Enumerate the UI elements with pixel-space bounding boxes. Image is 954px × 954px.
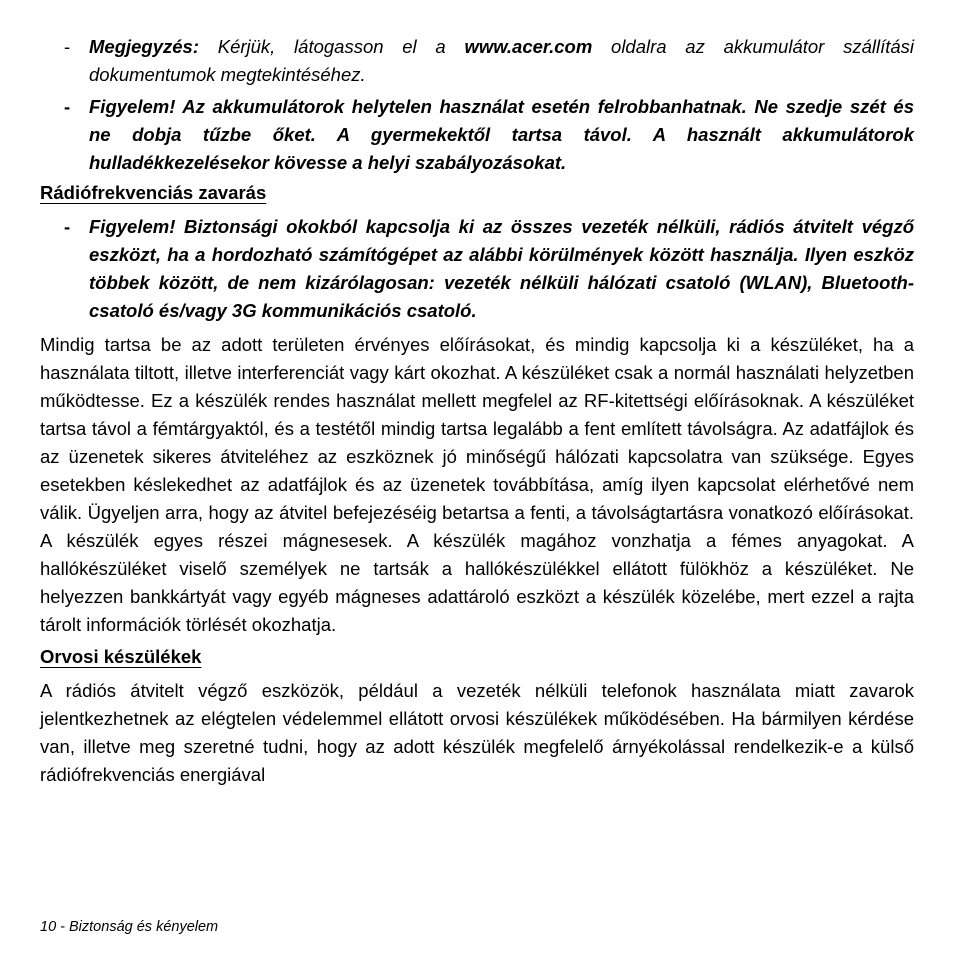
document-page bbox=[40, 33, 914, 789]
note-text-after: oldalra az akkumulátor szállítási dokumentumok megtekintéséhez. bbox=[89, 36, 915, 85]
note-text-before: Kérjük, látogasson el a bbox=[199, 36, 465, 57]
battery-warning-text: Figyelem! Az akkumulátorok helytelen használat esetén felrobbanhatnak. Ne szedje szét és ne dobja tűzbe őket. A gyermekektől tartsa távol. A használt akkumulátorok hulladékkezelésekor kövesse a helyi szabályozásokat. bbox=[89, 96, 914, 173]
wireless-warning-bullet bbox=[40, 213, 914, 325]
medical-section-paragraph: A rádiós átvitelt végző eszközök, például a vezeték nélküli telefonok használata miatt zavarok jelentkezhetnek az elégtelen védelemmel ellátott orvosi készülékek működésében. Ha bármilyen kérdése van, illetve meg szeretné tudni, hogy az adott készülék megfelelő árnyékolással rendelkezik-e a külső rádiófrekvenciás energiával bbox=[40, 680, 914, 785]
bullet-dash: - bbox=[64, 96, 71, 117]
medical-section-heading-wrap bbox=[40, 645, 914, 669]
note-bullet bbox=[40, 33, 914, 89]
page-footer: 10 - Biztonság és kényelem bbox=[40, 919, 219, 935]
radio-section-heading: Rádiófrekvenciás zavarás bbox=[40, 182, 267, 203]
wireless-warning-text: Figyelem! Biztonsági okokból kapcsolja ki az összes vezeték nélküli, rádiós átvitelt végző eszközt, ha a hordozható számítógépet az alábbi körülmények között használja. Ilyen eszköz többek között, de nem kizárólagosan: vezeték nélküli hálózati csatoló (WLAN), Bluetooth-csatoló és/vagy 3G kommunikációs csatoló. bbox=[89, 216, 914, 321]
radio-section-heading-wrap bbox=[40, 181, 914, 205]
battery-warning-bullet bbox=[40, 93, 914, 177]
acer-website-link: www.acer.com bbox=[464, 36, 593, 57]
radio-section-paragraph: Mindig tartsa be az adott területen érvényes előírásokat, és mindig kapcsolja ki a készüléket, ha a használata tiltott, illetve interferenciát vagy kárt okozhat. A készüléket csak a normál használati helyzetben működtesse. Ez a készülék rendes használat mellett megfelel az RF-kitettségi előírásoknak. A készüléket tartsa távol a fémtárgyaktól, és a testétől mindig tartsa legalább a fent említett távolságra. Az adatfájlok és az üzenetek sikeres átviteléhez az eszköznek jó minőségű hálózati kapcsolatra van szüksége. Egyes esetekben késlekedhet az adatfájlok és az üzenetek továbbítása, amíg ilyen kapcsolat elérhetővé nem válik. Ügyeljen arra, hogy az átvitel befejezéséig betartsa a fenti, a távolságtartásra vonatkozó előírásokat. A készülék egyes részei mágnesesek. A készülék magához vonzhatja a fémes anyagokat. A hallókészüléket viselő személyek ne tartsák a hallókészülékkel ellátott fülökhöz a készüléket. Ne helyezzen bankkártyát vagy egyéb mágneses adattároló eszközt a készülék közelébe, mert ezzel a rajta tárolt információk törlését okozhatja. bbox=[40, 334, 914, 635]
note-label: Megjegyzés: bbox=[89, 36, 200, 57]
medical-section-heading: Orvosi készülékek bbox=[40, 646, 202, 667]
bullet-dash: - bbox=[64, 36, 71, 57]
bullet-dash: - bbox=[64, 216, 71, 237]
